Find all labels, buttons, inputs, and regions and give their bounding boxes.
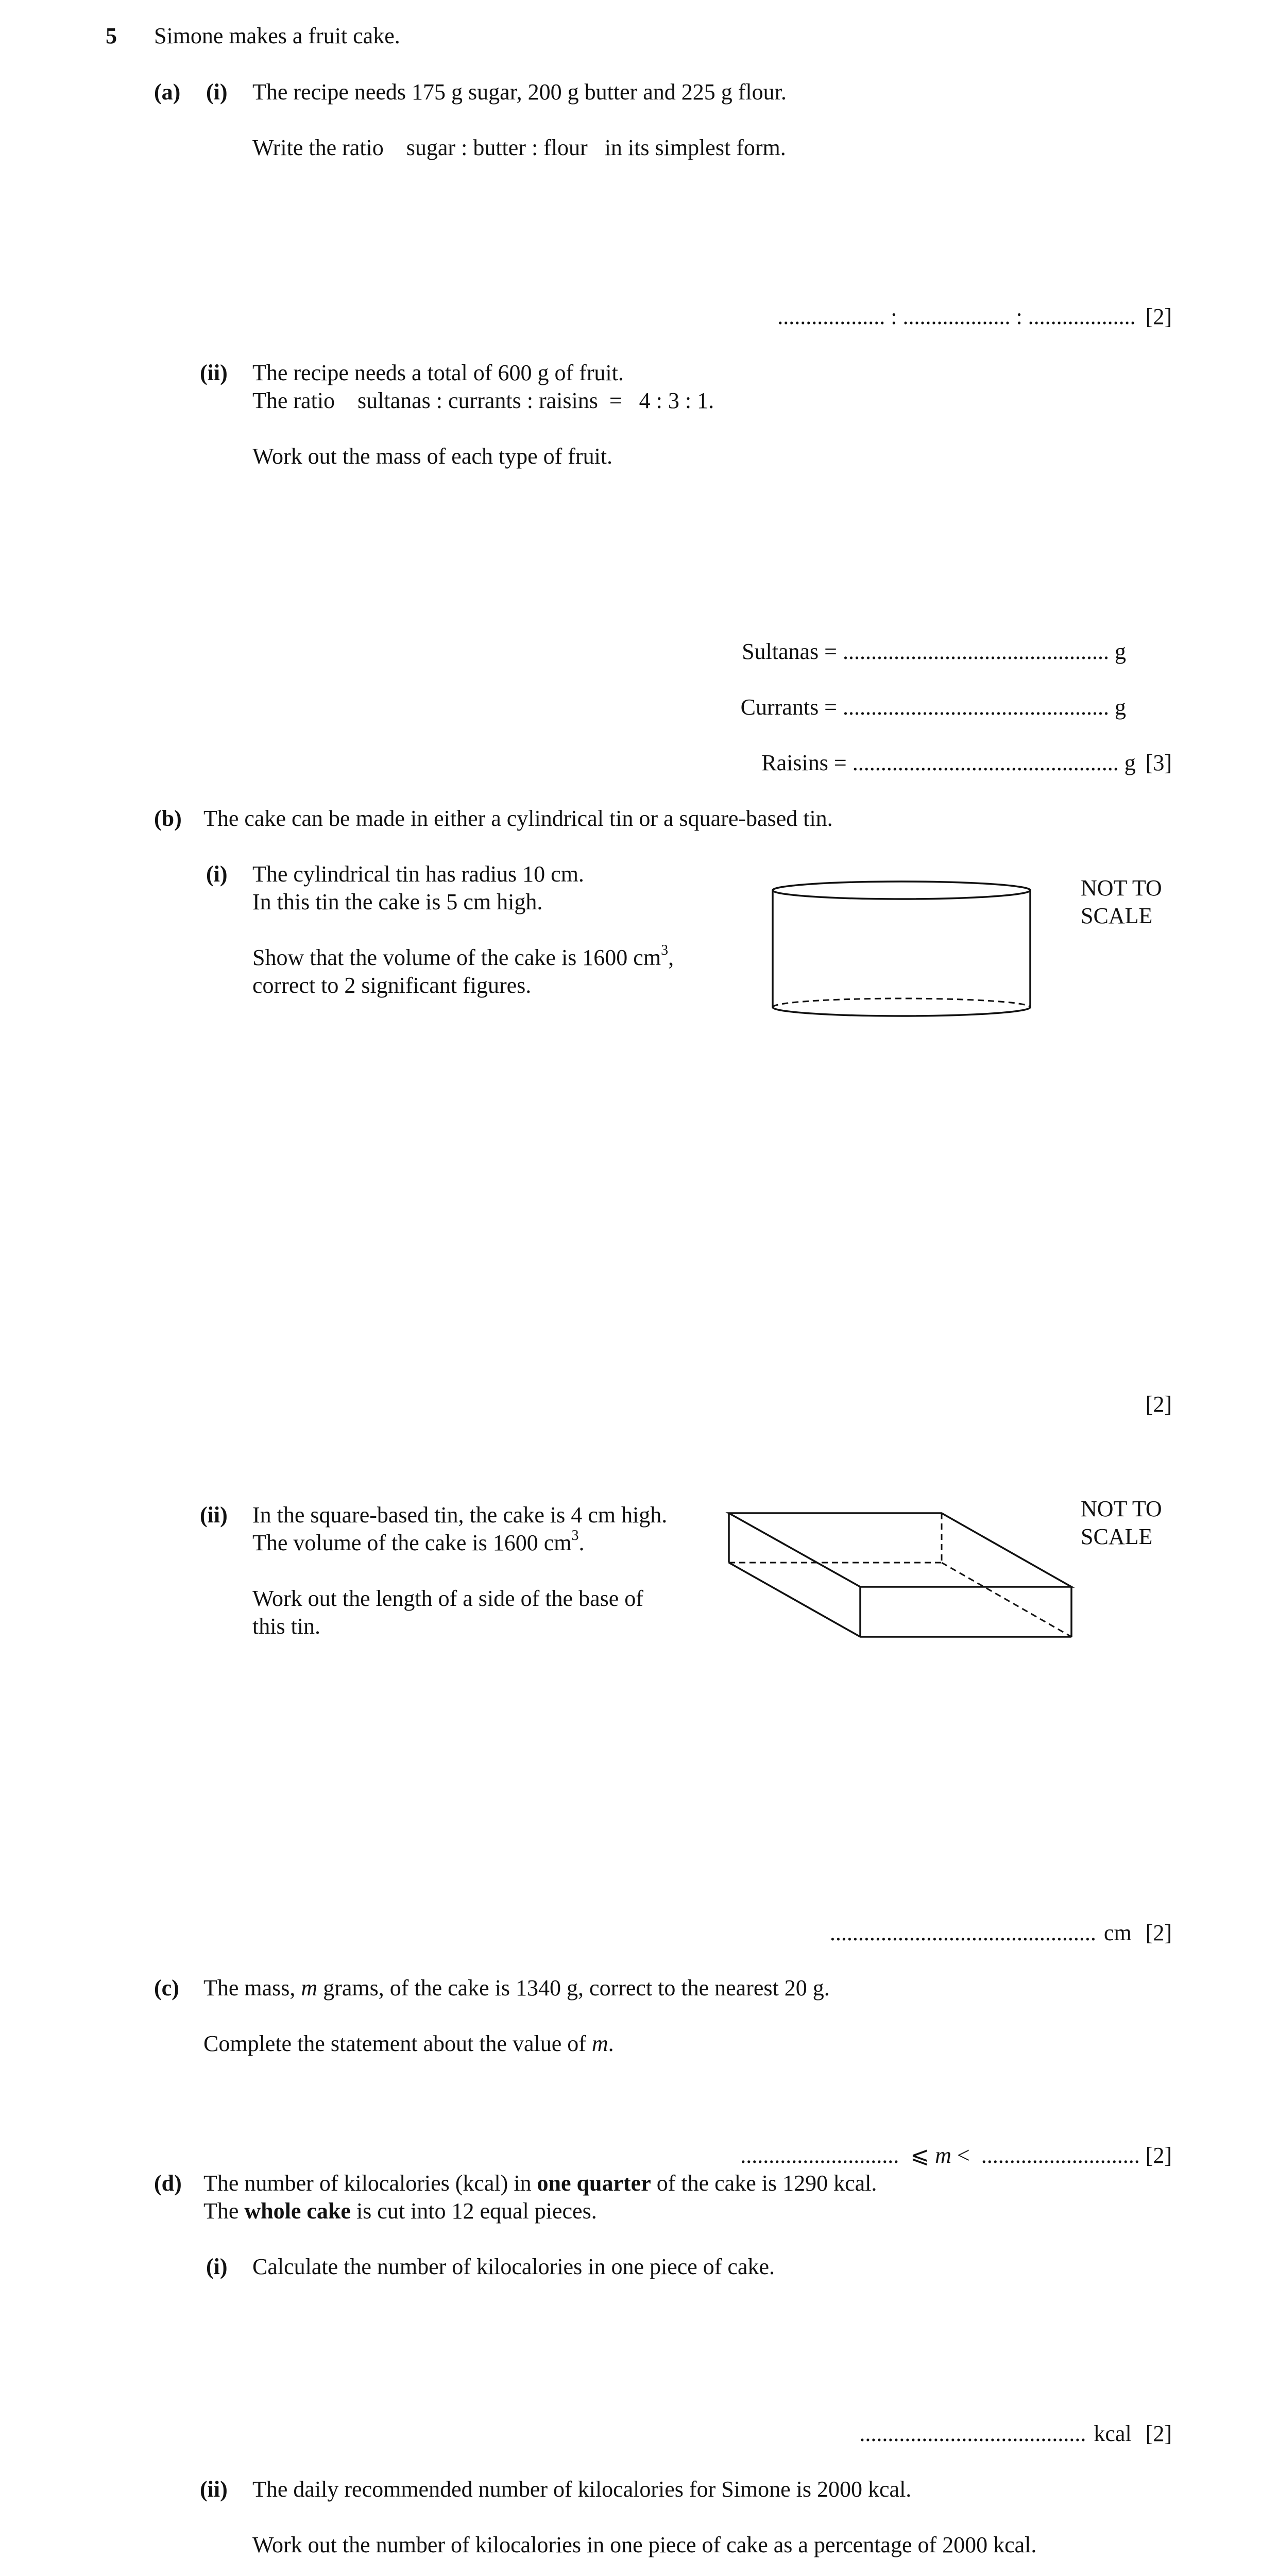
sultanas-answer-row[interactable] xyxy=(742,638,1172,666)
part-d-text-1: The number of kilocalories (kcal) in one quarter of the cake is 1290 kcal. xyxy=(203,2171,877,2196)
marks: [2] xyxy=(1145,2143,1172,2168)
part-d-label: (d) xyxy=(154,2171,182,2196)
part-a-i-instruction: Write the ratio sugar : butter : flour in its simplest form. xyxy=(252,135,786,160)
part-a-ii-label: (ii) xyxy=(200,360,228,385)
part-b-ii-text-1: In the square-based tin, the cake is 4 cm high. xyxy=(252,1502,668,1528)
cuboid-edge-bottom-left xyxy=(729,1563,860,1637)
unit: g xyxy=(1115,694,1126,720)
unit: cm xyxy=(1103,1920,1132,1945)
cylinder-bottom-back xyxy=(773,998,1030,1007)
question-number: 5 xyxy=(106,23,117,48)
part-c-label: (c) xyxy=(154,1975,179,2001)
marks: [2] xyxy=(1145,304,1172,329)
part-b-ii-label: (ii) xyxy=(200,1502,228,1528)
lower-bound-line[interactable]: ............................ xyxy=(740,2143,899,2168)
cylinder-diagram xyxy=(768,876,1035,1030)
question-intro: Simone makes a fruit cake. xyxy=(154,23,400,48)
part-a-i-label: (i) xyxy=(206,79,228,105)
currants-answer-line[interactable]: ............................................... xyxy=(843,694,1109,720)
ratio-answer-line[interactable]: ................... : ................... : ................... xyxy=(777,304,1136,329)
cuboid-top-face xyxy=(729,1513,1071,1587)
part-a-ii-text-2: The ratio sultanas : currants : raisins = 4 : 3 : 1. xyxy=(252,388,714,413)
answer-label: Sultanas = xyxy=(742,639,837,664)
raisins-answer-line[interactable]: ............................................... xyxy=(852,750,1119,775)
part-d-i-answer[interactable] xyxy=(859,2420,1172,2448)
part-d-i-text: Calculate the number of kilocalories in one piece of cake. xyxy=(252,2254,775,2279)
not-to-scale-2b: SCALE xyxy=(1081,1524,1153,1549)
part-b-ii-answer[interactable] xyxy=(830,1919,1172,1947)
not-to-scale-2a: NOT TO xyxy=(1081,1496,1162,1521)
cylinder-bottom-front xyxy=(773,1007,1030,1016)
currants-answer-row[interactable] xyxy=(741,693,1172,721)
part-b-i-text-2: In this tin the cake is 5 cm high. xyxy=(252,889,543,914)
part-d-text-2: The whole cake is cut into 12 equal pieces. xyxy=(203,2198,597,2224)
part-b-ii-text-2: The volume of the cake is 1600 $cm^3$. xyxy=(252,1528,585,1555)
unit: g xyxy=(1124,750,1136,775)
part-a-ii-instruction: Work out the mass of each type of fruit. xyxy=(252,444,613,469)
marks: [3] xyxy=(1145,750,1172,775)
part-b-i-text-3: Show that the volume of the cake is 1600 $cm^3$, xyxy=(252,942,674,970)
part-a-label: (a) xyxy=(154,79,181,105)
not-to-scale-1a: NOT TO xyxy=(1081,875,1162,901)
cylinder-top xyxy=(773,882,1030,899)
part-b-i-text-1: The cylindrical tin has radius 10 cm. xyxy=(252,861,584,887)
side-length-answer-line[interactable]: ............................................... xyxy=(829,1920,1096,1945)
unit: kcal xyxy=(1094,2421,1132,2446)
part-b-ii-text-4: this tin. xyxy=(252,1614,321,1639)
marks: [2] xyxy=(1145,2421,1172,2446)
part-b-ii-text-3: Work out the length of a side of the base of xyxy=(252,1586,643,1611)
part-a-i-answer[interactable] xyxy=(777,303,1172,331)
part-c-answer[interactable]: ............................ ⩽ m < ............................ [2] xyxy=(740,2143,1172,2168)
sultanas-answer-line[interactable]: ............................................... xyxy=(843,639,1109,664)
cuboid-diagram xyxy=(721,1507,1082,1641)
unit: g xyxy=(1115,639,1126,664)
cuboid-hidden-right xyxy=(942,1563,1071,1637)
answer-label: Currants = xyxy=(740,694,837,720)
answer-label: Raisins = xyxy=(761,750,847,775)
part-b-label: (b) xyxy=(154,806,182,831)
part-d-ii-text-2: Work out the number of kilocalories in one piece of cake as a percentage of 2000 kcal. xyxy=(252,2532,1037,2557)
part-d-ii-text-1: The daily recommended number of kilocalories for Simone is 2000 kcal. xyxy=(252,2477,912,2502)
raisins-answer-row[interactable] xyxy=(761,749,1172,777)
kcal-answer-line[interactable]: ........................................ xyxy=(859,2421,1086,2446)
part-b-text: The cake can be made in either a cylindrical tin or a square-based tin. xyxy=(203,806,833,831)
part-a-i-text: The recipe needs 175 g sugar, 200 g butter and 225 g flour. xyxy=(252,79,787,105)
part-d-i-label: (i) xyxy=(206,2254,228,2279)
part-b-i-label: (i) xyxy=(206,861,228,887)
part-b-i-marks: [2] xyxy=(1145,1392,1172,1417)
part-c-instruction: Complete the statement about the value of m. xyxy=(203,2031,614,2056)
not-to-scale-1b: SCALE xyxy=(1081,903,1153,928)
part-d-ii-label: (ii) xyxy=(200,2477,228,2502)
part-a-ii-text-1: The recipe needs a total of 600 g of fruit. xyxy=(252,360,624,385)
part-c-text: The mass, m grams, of the cake is 1340 g, correct to the nearest 20 g. xyxy=(203,1975,830,2001)
part-b-i-text-4: correct to 2 significant figures. xyxy=(252,973,532,998)
marks: [2] xyxy=(1145,1920,1172,1945)
upper-bound-line[interactable]: ............................ xyxy=(981,2143,1140,2168)
